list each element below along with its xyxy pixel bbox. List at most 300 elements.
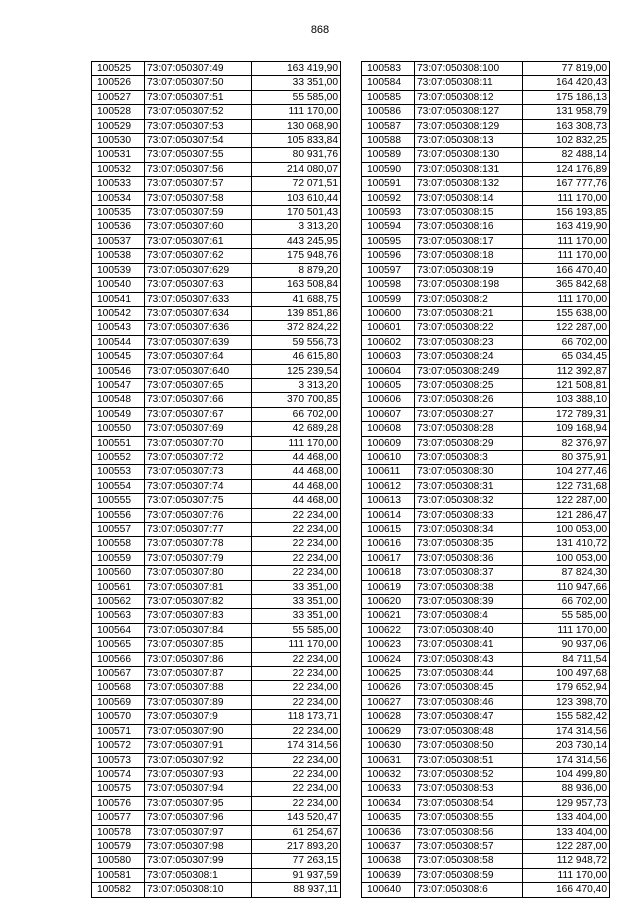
cadastral-number-cell: 73:07:050307:91 <box>145 739 252 753</box>
value-cell: 77 819,00 <box>523 62 610 76</box>
row-id-cell: 100632 <box>362 767 415 781</box>
row-id-cell: 100597 <box>362 263 415 277</box>
table-row <box>362 623 610 637</box>
table-row <box>92 350 341 364</box>
cadastral-number-cell: 73:07:050307:66 <box>145 393 252 407</box>
cadastral-number-cell: 73:07:050308:3 <box>415 450 523 464</box>
row-id-cell: 100593 <box>362 206 415 220</box>
cadastral-number-cell: 73:07:050308:29 <box>415 436 523 450</box>
table-row <box>362 206 610 220</box>
row-id-cell: 100626 <box>362 681 415 695</box>
cadastral-number-cell: 73:07:050308:25 <box>415 378 523 392</box>
table-row <box>362 393 610 407</box>
value-cell: 163 508,84 <box>252 278 341 292</box>
value-cell: 55 585,00 <box>252 623 341 637</box>
cadastral-number-cell: 73:07:050308:17 <box>415 234 523 248</box>
cadastral-number-cell: 73:07:050307:640 <box>145 364 252 378</box>
row-id-cell: 100557 <box>92 523 145 537</box>
value-cell: 214 080,07 <box>252 162 341 176</box>
ledger-body-right <box>362 62 610 898</box>
cadastral-number-cell: 73:07:050308:6 <box>415 883 523 897</box>
cadastral-number-cell: 73:07:050308:18 <box>415 249 523 263</box>
value-cell: 170 501,43 <box>252 206 341 220</box>
table-row <box>362 119 610 133</box>
cadastral-number-cell: 73:07:050308:33 <box>415 508 523 522</box>
table-row <box>92 724 341 738</box>
cadastral-number-cell: 73:07:050308:21 <box>415 306 523 320</box>
table-row <box>362 825 610 839</box>
table-row <box>92 508 341 522</box>
table-row <box>362 90 610 104</box>
table-row <box>362 681 610 695</box>
value-cell: 46 615,80 <box>252 350 341 364</box>
value-cell: 22 234,00 <box>252 782 341 796</box>
value-cell: 370 700,85 <box>252 393 341 407</box>
row-id-cell: 100563 <box>92 609 145 623</box>
row-id-cell: 100633 <box>362 782 415 796</box>
cadastral-number-cell: 73:07:050308:38 <box>415 580 523 594</box>
value-cell: 22 234,00 <box>252 767 341 781</box>
table-row <box>92 206 341 220</box>
row-id-cell: 100547 <box>92 378 145 392</box>
cadastral-number-cell: 73:07:050307:72 <box>145 450 252 464</box>
cadastral-number-cell: 73:07:050308:19 <box>415 263 523 277</box>
cadastral-number-cell: 73:07:050308:10 <box>145 883 252 897</box>
row-id-cell: 100543 <box>92 321 145 335</box>
row-id-cell: 100577 <box>92 811 145 825</box>
cadastral-number-cell: 73:07:050307:50 <box>145 76 252 90</box>
table-row <box>362 162 610 176</box>
value-cell: 122 287,00 <box>523 494 610 508</box>
cadastral-number-cell: 73:07:050307:639 <box>145 335 252 349</box>
row-id-cell: 100619 <box>362 580 415 594</box>
value-cell: 44 468,00 <box>252 465 341 479</box>
cadastral-number-cell: 73:07:050307:54 <box>145 134 252 148</box>
table-row <box>92 306 341 320</box>
table-row <box>92 134 341 148</box>
value-cell: 443 245,95 <box>252 234 341 248</box>
table-row <box>92 796 341 810</box>
table-row <box>92 782 341 796</box>
table-row <box>362 580 610 594</box>
row-id-cell: 100603 <box>362 350 415 364</box>
row-id-cell: 100611 <box>362 465 415 479</box>
table-row <box>92 465 341 479</box>
table-row <box>92 854 341 868</box>
table-row <box>92 566 341 580</box>
value-cell: 44 468,00 <box>252 494 341 508</box>
row-id-cell: 100595 <box>362 234 415 248</box>
table-row <box>362 306 610 320</box>
value-cell: 131 958,79 <box>523 105 610 119</box>
cadastral-number-cell: 73:07:050307:86 <box>145 652 252 666</box>
row-id-cell: 100549 <box>92 407 145 421</box>
value-cell: 104 277,46 <box>523 465 610 479</box>
row-id-cell: 100599 <box>362 292 415 306</box>
row-id-cell: 100584 <box>362 76 415 90</box>
table-row <box>362 667 610 681</box>
value-cell: 129 957,73 <box>523 796 610 810</box>
table-row <box>362 436 610 450</box>
cadastral-number-cell: 73:07:050308:34 <box>415 523 523 537</box>
value-cell: 8 879,20 <box>252 263 341 277</box>
value-cell: 22 234,00 <box>252 681 341 695</box>
row-id-cell: 100531 <box>92 148 145 162</box>
row-id-cell: 100535 <box>92 206 145 220</box>
cadastral-number-cell: 73:07:050308:16 <box>415 220 523 234</box>
row-id-cell: 100574 <box>92 767 145 781</box>
value-cell: 22 234,00 <box>252 724 341 738</box>
table-row <box>92 436 341 450</box>
value-cell: 82 488,14 <box>523 148 610 162</box>
row-id-cell: 100625 <box>362 667 415 681</box>
table-row <box>92 652 341 666</box>
table-row <box>362 479 610 493</box>
value-cell: 175 948,76 <box>252 249 341 263</box>
row-id-cell: 100580 <box>92 854 145 868</box>
value-cell: 3 313,20 <box>252 220 341 234</box>
table-row <box>92 62 341 76</box>
row-id-cell: 100602 <box>362 335 415 349</box>
table-row <box>362 177 610 191</box>
cadastral-number-cell: 73:07:050308:40 <box>415 623 523 637</box>
value-cell: 41 688,75 <box>252 292 341 306</box>
value-cell: 88 936,00 <box>523 782 610 796</box>
row-id-cell: 100541 <box>92 292 145 306</box>
table-row <box>92 580 341 594</box>
table-row <box>362 811 610 825</box>
table-row <box>92 364 341 378</box>
value-cell: 166 470,40 <box>523 263 610 277</box>
table-row <box>362 767 610 781</box>
value-cell: 22 234,00 <box>252 508 341 522</box>
value-cell: 143 520,47 <box>252 811 341 825</box>
table-row <box>92 739 341 753</box>
table-row <box>362 350 610 364</box>
row-id-cell: 100613 <box>362 494 415 508</box>
row-id-cell: 100589 <box>362 148 415 162</box>
row-id-cell: 100618 <box>362 566 415 580</box>
cadastral-number-cell: 73:07:050308:37 <box>415 566 523 580</box>
value-cell: 172 789,31 <box>523 407 610 421</box>
cadastral-number-cell: 73:07:050308:100 <box>415 62 523 76</box>
cadastral-number-cell: 73:07:050308:59 <box>415 868 523 882</box>
row-id-cell: 100544 <box>92 335 145 349</box>
table-row <box>362 249 610 263</box>
row-id-cell: 100528 <box>92 105 145 119</box>
table-row <box>92 191 341 205</box>
row-id-cell: 100529 <box>92 119 145 133</box>
value-cell: 22 234,00 <box>252 796 341 810</box>
cadastral-number-cell: 73:07:050308:44 <box>415 667 523 681</box>
cadastral-number-cell: 73:07:050308:130 <box>415 148 523 162</box>
table-row <box>92 883 341 897</box>
row-id-cell: 100526 <box>92 76 145 90</box>
table-row <box>92 234 341 248</box>
value-cell: 123 398,70 <box>523 695 610 709</box>
table-row <box>92 551 341 565</box>
cadastral-number-cell: 73:07:050307:95 <box>145 796 252 810</box>
row-id-cell: 100622 <box>362 623 415 637</box>
row-id-cell: 100636 <box>362 825 415 839</box>
cadastral-number-cell: 73:07:050307:96 <box>145 811 252 825</box>
cadastral-number-cell: 73:07:050307:97 <box>145 825 252 839</box>
ledger-table-left <box>91 61 341 898</box>
cadastral-number-cell: 73:07:050307:73 <box>145 465 252 479</box>
table-row <box>92 609 341 623</box>
row-id-cell: 100583 <box>362 62 415 76</box>
table-row <box>92 537 341 551</box>
cadastral-number-cell: 73:07:050308:57 <box>415 839 523 853</box>
cadastral-number-cell: 73:07:050307:634 <box>145 306 252 320</box>
row-id-cell: 100578 <box>92 825 145 839</box>
table-row <box>362 278 610 292</box>
table-row <box>362 839 610 853</box>
row-id-cell: 100565 <box>92 638 145 652</box>
value-cell: 55 585,00 <box>523 609 610 623</box>
value-cell: 122 287,00 <box>523 321 610 335</box>
table-row <box>362 753 610 767</box>
cadastral-number-cell: 73:07:050307:49 <box>145 62 252 76</box>
table-row <box>92 292 341 306</box>
table-row <box>362 422 610 436</box>
table-row <box>362 739 610 753</box>
value-cell: 155 638,00 <box>523 306 610 320</box>
value-cell: 174 314,56 <box>252 739 341 753</box>
table-row <box>362 638 610 652</box>
cadastral-number-cell: 73:07:050307:52 <box>145 105 252 119</box>
page-number: 868 <box>310 24 330 36</box>
row-id-cell: 100561 <box>92 580 145 594</box>
table-row <box>362 335 610 349</box>
table-row <box>362 566 610 580</box>
row-id-cell: 100624 <box>362 652 415 666</box>
value-cell: 111 170,00 <box>252 436 341 450</box>
cadastral-number-cell: 73:07:050308:26 <box>415 393 523 407</box>
value-cell: 133 404,00 <box>523 811 610 825</box>
value-cell: 372 824,22 <box>252 321 341 335</box>
row-id-cell: 100551 <box>92 436 145 450</box>
cadastral-number-cell: 73:07:050308:23 <box>415 335 523 349</box>
row-id-cell: 100545 <box>92 350 145 364</box>
value-cell: 111 170,00 <box>523 292 610 306</box>
value-cell: 163 419,90 <box>252 62 341 76</box>
cadastral-number-cell: 73:07:050307:56 <box>145 162 252 176</box>
table-row <box>362 508 610 522</box>
table-row <box>362 782 610 796</box>
cadastral-number-cell: 73:07:050308:131 <box>415 162 523 176</box>
cadastral-number-cell: 73:07:050307:98 <box>145 839 252 853</box>
cadastral-number-cell: 73:07:050307:93 <box>145 767 252 781</box>
row-id-cell: 100623 <box>362 638 415 652</box>
row-id-cell: 100586 <box>362 105 415 119</box>
cadastral-number-cell: 73:07:050308:129 <box>415 119 523 133</box>
cadastral-number-cell: 73:07:050308:132 <box>415 177 523 191</box>
row-id-cell: 100617 <box>362 551 415 565</box>
row-id-cell: 100604 <box>362 364 415 378</box>
row-id-cell: 100628 <box>362 710 415 724</box>
value-cell: 33 351,00 <box>252 76 341 90</box>
cadastral-number-cell: 73:07:050307:92 <box>145 753 252 767</box>
row-id-cell: 100610 <box>362 450 415 464</box>
cadastral-number-cell: 73:07:050308:43 <box>415 652 523 666</box>
row-id-cell: 100556 <box>92 508 145 522</box>
table-row <box>92 523 341 537</box>
row-id-cell: 100552 <box>92 450 145 464</box>
cadastral-number-cell: 73:07:050307:75 <box>145 494 252 508</box>
cadastral-number-cell: 73:07:050308:22 <box>415 321 523 335</box>
row-id-cell: 100569 <box>92 695 145 709</box>
value-cell: 111 170,00 <box>523 191 610 205</box>
value-cell: 100 053,00 <box>523 523 610 537</box>
table-row <box>362 724 610 738</box>
value-cell: 44 468,00 <box>252 479 341 493</box>
table-row <box>362 292 610 306</box>
cadastral-number-cell: 73:07:050307:62 <box>145 249 252 263</box>
value-cell: 82 376,97 <box>523 436 610 450</box>
cadastral-number-cell: 73:07:050307:81 <box>145 580 252 594</box>
value-cell: 3 313,20 <box>252 378 341 392</box>
cadastral-number-cell: 73:07:050308:31 <box>415 479 523 493</box>
cadastral-number-cell: 73:07:050308:2 <box>415 292 523 306</box>
value-cell: 87 824,30 <box>523 566 610 580</box>
row-id-cell: 100538 <box>92 249 145 263</box>
value-cell: 111 170,00 <box>523 249 610 263</box>
table-row <box>92 695 341 709</box>
row-id-cell: 100609 <box>362 436 415 450</box>
table-row <box>362 796 610 810</box>
row-id-cell: 100590 <box>362 162 415 176</box>
value-cell: 66 702,00 <box>252 407 341 421</box>
table-row <box>362 609 610 623</box>
row-id-cell: 100631 <box>362 753 415 767</box>
value-cell: 103 388,10 <box>523 393 610 407</box>
cadastral-number-cell: 73:07:050307:58 <box>145 191 252 205</box>
table-row <box>362 234 610 248</box>
row-id-cell: 100582 <box>92 883 145 897</box>
cadastral-number-cell: 73:07:050307:90 <box>145 724 252 738</box>
value-cell: 179 652,94 <box>523 681 610 695</box>
cadastral-number-cell: 73:07:050308:39 <box>415 595 523 609</box>
cadastral-number-cell: 73:07:050307:83 <box>145 609 252 623</box>
value-cell: 131 410,72 <box>523 537 610 551</box>
row-id-cell: 100640 <box>362 883 415 897</box>
value-cell: 174 314,56 <box>523 753 610 767</box>
value-cell: 163 308,73 <box>523 119 610 133</box>
value-cell: 110 947,66 <box>523 580 610 594</box>
cadastral-number-cell: 73:07:050307:63 <box>145 278 252 292</box>
row-id-cell: 100548 <box>92 393 145 407</box>
cadastral-number-cell: 73:07:050307:53 <box>145 119 252 133</box>
table-row <box>92 148 341 162</box>
cadastral-number-cell: 73:07:050308:35 <box>415 537 523 551</box>
row-id-cell: 100620 <box>362 595 415 609</box>
value-cell: 156 193,85 <box>523 206 610 220</box>
table-row <box>92 220 341 234</box>
row-id-cell: 100570 <box>92 710 145 724</box>
value-cell: 90 937,06 <box>523 638 610 652</box>
value-cell: 155 582,42 <box>523 710 610 724</box>
row-id-cell: 100596 <box>362 249 415 263</box>
table-row <box>362 883 610 897</box>
ledger-body-left <box>92 62 341 898</box>
row-id-cell: 100591 <box>362 177 415 191</box>
cadastral-number-cell: 73:07:050307:87 <box>145 667 252 681</box>
table-row <box>92 393 341 407</box>
row-id-cell: 100630 <box>362 739 415 753</box>
table-row <box>362 465 610 479</box>
value-cell: 121 508,81 <box>523 378 610 392</box>
table-row <box>92 667 341 681</box>
value-cell: 111 170,00 <box>523 234 610 248</box>
table-row <box>362 494 610 508</box>
cadastral-number-cell: 73:07:050308:249 <box>415 364 523 378</box>
value-cell: 22 234,00 <box>252 537 341 551</box>
value-cell: 22 234,00 <box>252 753 341 767</box>
table-row <box>362 191 610 205</box>
cadastral-number-cell: 73:07:050307:74 <box>145 479 252 493</box>
value-cell: 167 777,76 <box>523 177 610 191</box>
row-id-cell: 100627 <box>362 695 415 709</box>
cadastral-number-cell: 73:07:050308:15 <box>415 206 523 220</box>
table-row <box>92 177 341 191</box>
cadastral-number-cell: 73:07:050307:9 <box>145 710 252 724</box>
table-row <box>92 249 341 263</box>
value-cell: 217 893,20 <box>252 839 341 853</box>
value-cell: 33 351,00 <box>252 595 341 609</box>
row-id-cell: 100607 <box>362 407 415 421</box>
table-row <box>362 595 610 609</box>
cadastral-number-cell: 73:07:050307:64 <box>145 350 252 364</box>
table-row <box>92 278 341 292</box>
value-cell: 22 234,00 <box>252 667 341 681</box>
value-cell: 174 314,56 <box>523 724 610 738</box>
row-id-cell: 100546 <box>92 364 145 378</box>
value-cell: 104 499,80 <box>523 767 610 781</box>
table-row <box>362 378 610 392</box>
cadastral-number-cell: 73:07:050307:633 <box>145 292 252 306</box>
table-row <box>92 494 341 508</box>
value-cell: 100 497,68 <box>523 667 610 681</box>
row-id-cell: 100594 <box>362 220 415 234</box>
value-cell: 22 234,00 <box>252 551 341 565</box>
row-id-cell: 100616 <box>362 537 415 551</box>
value-cell: 105 833,84 <box>252 134 341 148</box>
cadastral-number-cell: 73:07:050307:77 <box>145 523 252 537</box>
row-id-cell: 100637 <box>362 839 415 853</box>
table-row <box>92 638 341 652</box>
cadastral-number-cell: 73:07:050308:1 <box>145 868 252 882</box>
cadastral-number-cell: 73:07:050308:11 <box>415 76 523 90</box>
value-cell: 33 351,00 <box>252 609 341 623</box>
cadastral-number-cell: 73:07:050307:85 <box>145 638 252 652</box>
table-row <box>362 868 610 882</box>
row-id-cell: 100572 <box>92 739 145 753</box>
row-id-cell: 100606 <box>362 393 415 407</box>
cadastral-number-cell: 73:07:050307:88 <box>145 681 252 695</box>
row-id-cell: 100550 <box>92 422 145 436</box>
row-id-cell: 100533 <box>92 177 145 191</box>
table-row <box>92 90 341 104</box>
table-row <box>92 263 341 277</box>
value-cell: 203 730,14 <box>523 739 610 753</box>
row-id-cell: 100639 <box>362 868 415 882</box>
table-row <box>362 62 610 76</box>
value-cell: 84 711,54 <box>523 652 610 666</box>
table-row <box>362 854 610 868</box>
cadastral-number-cell: 73:07:050307:60 <box>145 220 252 234</box>
table-row <box>92 825 341 839</box>
